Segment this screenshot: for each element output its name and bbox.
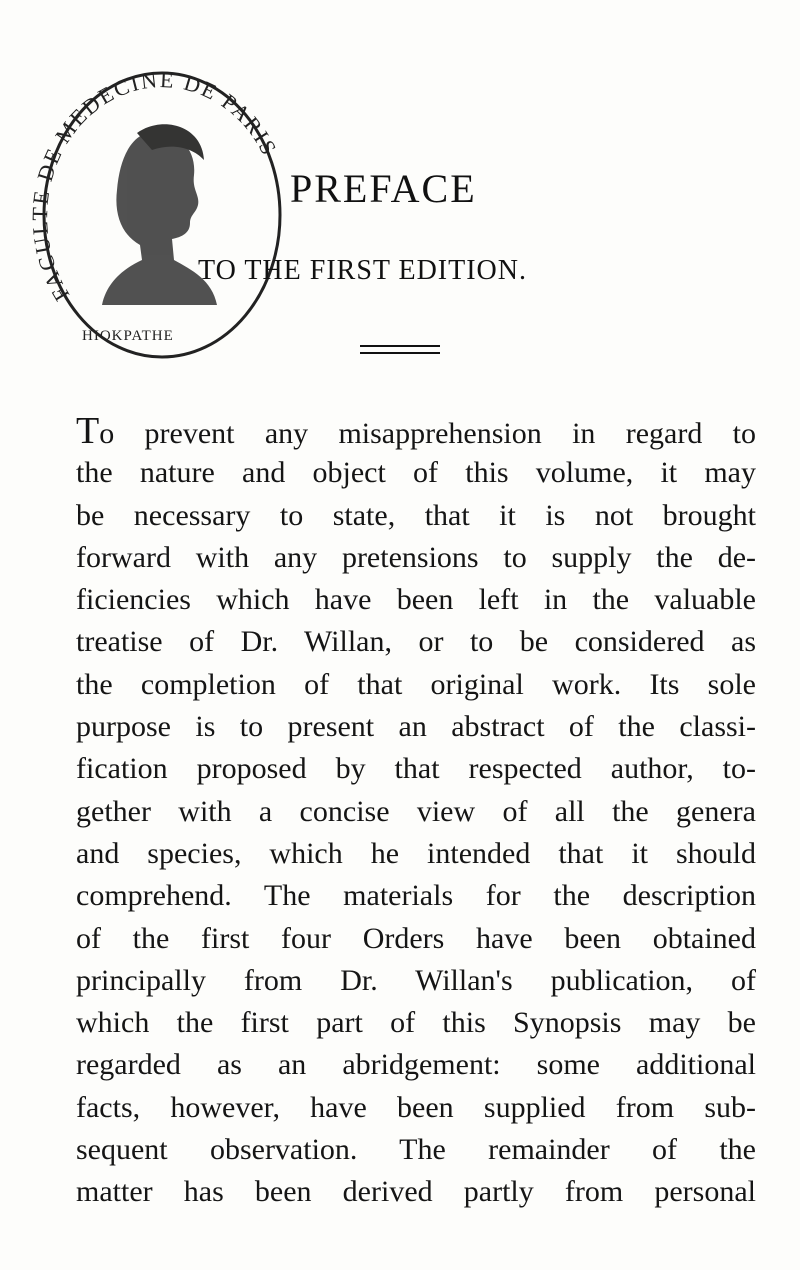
text-line: forward with any pretensions to supply the de- [76,540,756,574]
text-line: ficiencies which have been left in the valuable [76,583,756,617]
preface-body [76,410,756,1214]
text-line: principally from Dr. Willan's publication, of [76,963,756,997]
text-line: purpose is to present an abstract of the classi- [76,710,756,744]
decorative-rule [360,345,440,354]
text-line: fication proposed by that respected author, to- [76,752,756,786]
text-line: sequent observation. The remainder of the [76,1133,756,1167]
edition-subtitle: TO THE FIRST EDITION. [198,255,527,286]
preface-title: PREFACE [290,166,477,211]
text-line: regarded as an abridgement: some additional [76,1048,756,1082]
text-line: treatise of Dr. Willan, or to be considered as [76,625,756,659]
text-line: the completion of that original work. Its sole [76,667,756,701]
text-line: and species, which he intended that it should [76,836,756,870]
text-line: facts, however, have been supplied from sub- [76,1090,756,1124]
text-line: gether with a concise view of all the genera [76,794,756,828]
text-line: which the first part of this Synopsis may be [76,1006,756,1040]
seal-ring-text: FACULTE DE MEDECINE DE PARIS [27,67,282,306]
text-line: To prevent any misapprehension in regard to [76,410,756,452]
text-line: be necessary to state, that it is not brought [76,498,756,532]
text-line: comprehend. The materials for the description [76,879,756,913]
seal-name-text: HIOKPATHE [82,328,174,344]
library-seal-stamp [22,55,282,375]
text-line: of the first four Orders have been obtained [76,921,756,955]
text-line: the nature and object of this volume, it may [76,456,756,490]
text-line: matter has been derived partly from personal [76,1175,756,1209]
